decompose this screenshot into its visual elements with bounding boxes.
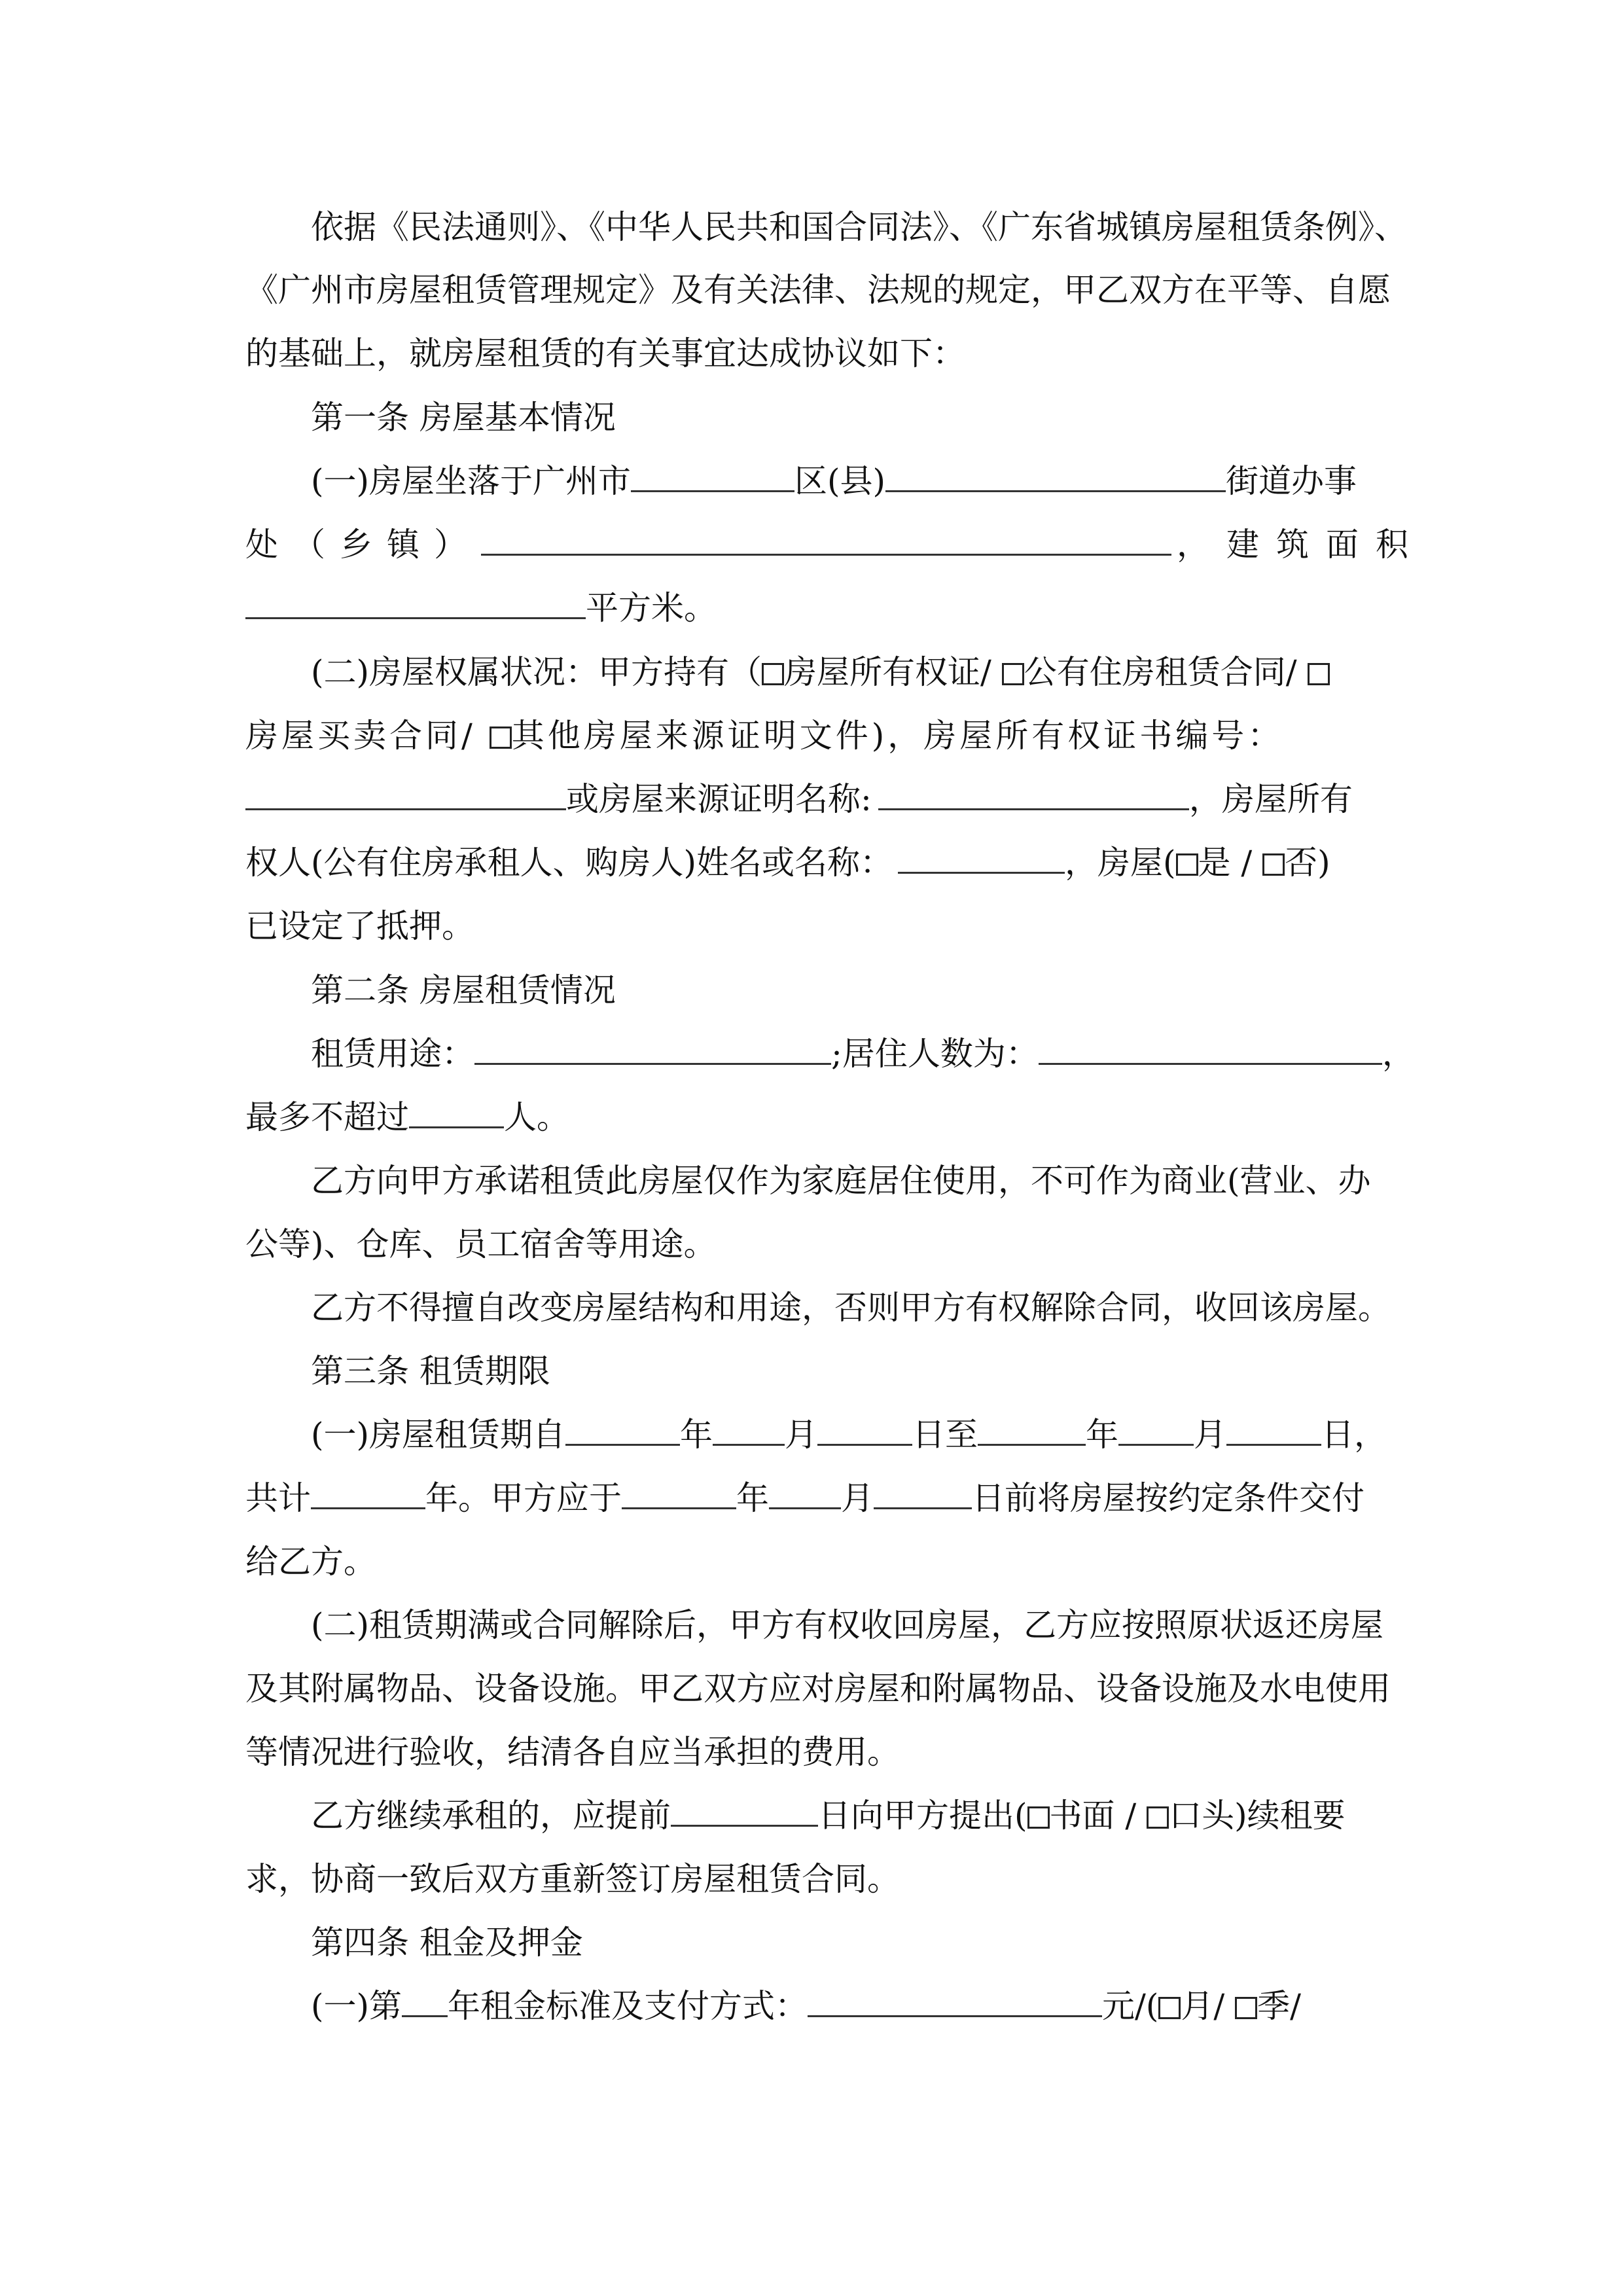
article-4-title: 第四条 租金及押金: [311, 1924, 583, 1962]
art1-ownership-line-5: 已设定了抵押。: [245, 907, 474, 945]
art1-location-line-3: 平方米。: [245, 585, 1391, 631]
rent-quarterly-checkbox[interactable]: [1235, 1997, 1257, 2019]
end-year-blank[interactable]: [978, 1412, 1086, 1446]
occupants-blank[interactable]: [1039, 1031, 1382, 1065]
township-blank[interactable]: [481, 522, 1171, 556]
rent-monthly-checkbox[interactable]: [1158, 1997, 1181, 2019]
renewal-oral-checkbox[interactable]: [1147, 1806, 1169, 1829]
art3-renewal-line-1: 乙方继续承租的，应提前 日向甲方提出( 书面 / 口头)续租要: [311, 1793, 1391, 1839]
intro-line-1: 依据《民法通则》、《中华人民共和国合同法》、《广东省城镇房屋租赁条例》、: [311, 208, 1407, 246]
lease-purpose-blank[interactable]: [474, 1031, 831, 1065]
intro-line-3: 的基础上，就房屋租赁的有关事宜达成协议如下：: [245, 334, 965, 372]
mortgage-no-checkbox[interactable]: [1262, 853, 1285, 876]
art3-expiry-line-2: 及其附属物品、设备设施。甲乙双方应对房屋和附属物品、设备设施及水电使用: [245, 1670, 1391, 1708]
art2-promise-line-1: 乙方向甲方承诺租赁此房屋仅作为家庭居住使用，不可作为商业(营业、办: [311, 1162, 1371, 1200]
start-year-blank[interactable]: [565, 1412, 680, 1446]
art4-rent-line-1: (一)第 年租金标准及支付方式： 元/( 月/ 季/: [311, 1983, 1391, 2029]
art2-restriction-line: 乙方不得擅自改变房屋结构和用途，否则甲方有权解除合同，收回该房屋。: [311, 1289, 1391, 1327]
intro-line-2: 《广州市房屋租赁管理规定》及有关法律、法规的规定，甲乙双方在平等、自愿: [245, 271, 1391, 309]
article-1-title: 第一条 房屋基本情况: [311, 399, 616, 437]
building-area-blank[interactable]: [245, 586, 586, 619]
handover-month-blank[interactable]: [769, 1476, 841, 1509]
art1-ownership-line-2: 房屋买卖合同/ 其他房屋来源证明文件)，房屋所有权证书编号：: [245, 717, 1284, 755]
art1-location-line-2: 处（乡镇） ，建筑面积: [245, 522, 1391, 567]
street-office-blank[interactable]: [885, 459, 1226, 492]
district-blank[interactable]: [631, 459, 794, 492]
source-doc-name-blank[interactable]: [878, 777, 1189, 810]
art3-term-line-2: 共计 年。甲方应于 年 月 日前将房屋按约定条件交付: [245, 1475, 1391, 1521]
start-month-blank[interactable]: [713, 1412, 785, 1446]
renewal-written-checkbox[interactable]: [1027, 1806, 1050, 1829]
art3-term-line-3: 给乙方。: [245, 1543, 376, 1581]
rent-amount-blank[interactable]: [808, 1984, 1102, 2017]
start-day-blank[interactable]: [817, 1412, 912, 1446]
article-3-title: 第三条 租赁期限: [311, 1352, 550, 1390]
art1-location-line-1: (一)房屋坐落于广州市 区(县) 街道办事: [311, 458, 1391, 504]
handover-day-blank[interactable]: [874, 1476, 972, 1509]
mortgage-yes-checkbox[interactable]: [1176, 853, 1198, 876]
end-day-blank[interactable]: [1226, 1412, 1321, 1446]
other-source-doc-checkbox[interactable]: [490, 726, 512, 749]
art3-expiry-line-1: (二)租赁期满或合同解除后，甲方有权收回房屋，乙方应按照原状返还房屋: [311, 1606, 1384, 1644]
purchase-contract-checkbox[interactable]: [1308, 663, 1330, 685]
art1-ownership-line-1: (二)房屋权属状况：甲方持有（ 房屋所有权证/ 公有住房租赁合同/: [311, 649, 1391, 695]
art2-promise-line-2: 公等)、仓库、员工宿舍等用途。: [245, 1225, 717, 1263]
art3-expiry-line-3: 等情况进行验收，结清各自应当承担的费用。: [245, 1733, 900, 1771]
article-2-title: 第二条 房屋租赁情况: [311, 971, 616, 1009]
public-housing-lease-checkbox[interactable]: [1002, 663, 1024, 685]
art2-max-occupants-line: 最多不超过 人。: [245, 1094, 1391, 1140]
art1-ownership-line-4: 权人(公有住房承租人、购房人)姓名或名称： ，房屋( 是 / 否): [245, 840, 1391, 886]
ownership-certificate-checkbox[interactable]: [762, 663, 784, 685]
owner-name-blank[interactable]: [898, 840, 1065, 874]
art1-ownership-line-3: 或房屋来源证明名称: ，房屋所有: [245, 776, 1391, 822]
rent-year-number-blank[interactable]: [402, 1984, 448, 2017]
art2-usage-line: 租赁用途： ;居住人数为： ，: [311, 1031, 1391, 1077]
art3-renewal-line-2: 求，协商一致后双方重新签订房屋租赁合同。: [245, 1860, 900, 1898]
end-month-blank[interactable]: [1118, 1412, 1194, 1446]
total-years-blank[interactable]: [311, 1476, 425, 1509]
max-occupants-blank[interactable]: [409, 1095, 504, 1128]
art3-term-line-1: (一)房屋租赁期自 年 月 日至 年 月 日，: [311, 1412, 1391, 1458]
handover-year-blank[interactable]: [622, 1476, 736, 1509]
renewal-notice-days-blank[interactable]: [671, 1793, 818, 1827]
certificate-number-blank[interactable]: [245, 777, 566, 810]
